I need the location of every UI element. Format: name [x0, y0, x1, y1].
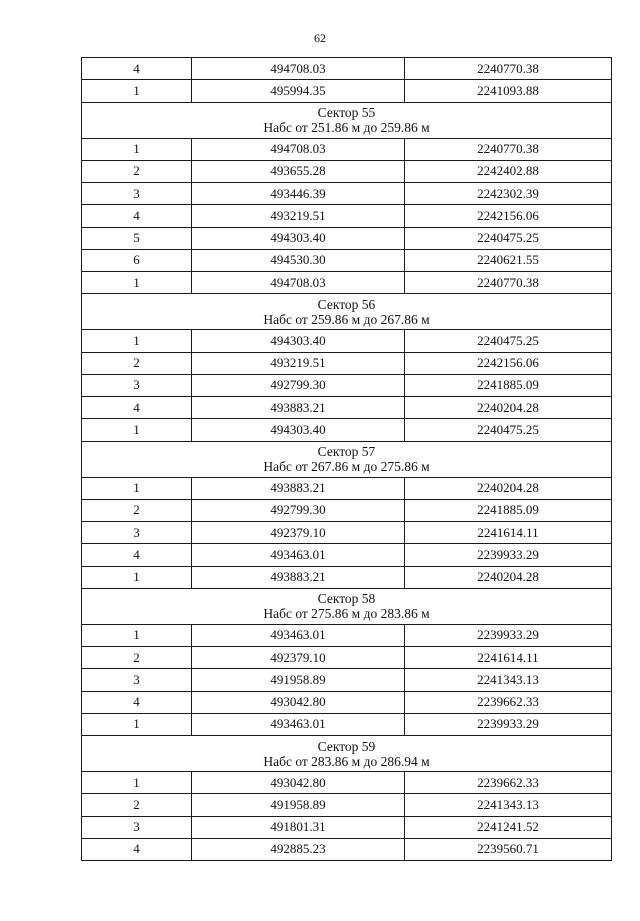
point-number-cell: 4: [82, 838, 192, 860]
sector-header-cell: [82, 102, 612, 138]
x-coordinate-cell: 494303.40: [192, 419, 405, 441]
point-number-cell: 4: [82, 691, 192, 713]
y-coordinate-cell: 2241093.88: [405, 80, 612, 102]
x-coordinate-cell: 494708.03: [192, 58, 405, 80]
table-row: [82, 227, 612, 249]
table-row: [82, 499, 612, 521]
table-row: [82, 419, 612, 441]
y-coordinate-cell: 2240475.25: [405, 330, 612, 352]
sector-height-range: Набс от 259.86 м до 267.86 м: [263, 311, 430, 327]
point-number-cell: 4: [82, 544, 192, 566]
sector-title: Сектор 55: [317, 105, 376, 120]
y-coordinate-cell: 2240204.28: [405, 397, 612, 419]
table-row: [82, 794, 612, 816]
y-coordinate-cell: 2241885.09: [405, 499, 612, 521]
sector-header-cell: [82, 736, 612, 772]
y-coordinate-cell: 2240770.38: [405, 58, 612, 80]
y-coordinate-cell: 2241343.13: [405, 794, 612, 816]
sector-height-range: Набс от 275.86 м до 283.86 м: [263, 606, 430, 622]
y-coordinate-cell: 2241343.13: [405, 669, 612, 691]
point-number-cell: 1: [82, 330, 192, 352]
point-number-cell: 1: [82, 419, 192, 441]
sector-height-range: Набс от 283.86 м до 286.94 м: [263, 753, 430, 769]
point-number-cell: 3: [82, 374, 192, 396]
x-coordinate-cell: 493219.51: [192, 352, 405, 374]
x-coordinate-cell: 494530.30: [192, 249, 405, 271]
x-coordinate-cell: 492379.10: [192, 522, 405, 544]
sector-header-row: [82, 441, 612, 477]
point-number-cell: 3: [82, 669, 192, 691]
table-row: [82, 624, 612, 646]
point-number-cell: 4: [82, 397, 192, 419]
point-number-cell: 6: [82, 249, 192, 271]
point-number-cell: 2: [82, 160, 192, 182]
x-coordinate-cell: 493883.21: [192, 566, 405, 588]
page-number: 62: [314, 31, 326, 45]
table-row: [82, 713, 612, 735]
sector-header-row: [82, 736, 612, 772]
coordinates-table-body: [82, 58, 612, 861]
y-coordinate-cell: 2242402.88: [405, 160, 612, 182]
sector-title: Сектор 58: [317, 591, 376, 607]
sector-header-row: [82, 588, 612, 624]
y-coordinate-cell: 2240770.38: [405, 272, 612, 294]
point-number-cell: 4: [82, 58, 192, 80]
y-coordinate-cell: 2239662.33: [405, 691, 612, 713]
table-row: [82, 160, 612, 182]
y-coordinate-cell: 2241241.52: [405, 816, 612, 838]
point-number-cell: 3: [82, 522, 192, 544]
point-number-cell: 3: [82, 183, 192, 205]
x-coordinate-cell: 493042.80: [192, 691, 405, 713]
table-row: [82, 669, 612, 691]
x-coordinate-cell: 493655.28: [192, 160, 405, 182]
x-coordinate-cell: 492379.10: [192, 647, 405, 669]
table-row: [82, 205, 612, 227]
x-coordinate-cell: 493463.01: [192, 544, 405, 566]
table-row: [82, 80, 612, 102]
x-coordinate-cell: 494708.03: [192, 138, 405, 160]
point-number-cell: 1: [82, 477, 192, 499]
table-row: [82, 330, 612, 352]
x-coordinate-cell: 492799.30: [192, 374, 405, 396]
point-number-cell: 2: [82, 794, 192, 816]
x-coordinate-cell: 495994.35: [192, 80, 405, 102]
table-row: [82, 58, 612, 80]
x-coordinate-cell: 493883.21: [192, 397, 405, 419]
sector-title: Сектор 59: [317, 738, 376, 754]
sector-header-cell: [82, 294, 612, 330]
table-row: [82, 249, 612, 271]
x-coordinate-cell: 491801.31: [192, 816, 405, 838]
x-coordinate-cell: 493883.21: [192, 477, 405, 499]
y-coordinate-cell: 2239560.71: [405, 838, 612, 860]
point-number-cell: 1: [82, 272, 192, 294]
x-coordinate-cell: 491958.89: [192, 794, 405, 816]
y-coordinate-cell: 2240475.25: [405, 227, 612, 249]
table-row: [82, 772, 612, 794]
point-number-cell: 1: [82, 566, 192, 588]
point-number-cell: 1: [82, 138, 192, 160]
y-coordinate-cell: 2239933.29: [405, 624, 612, 646]
point-number-cell: 1: [82, 713, 192, 735]
sector-height-range: Набс от 251.86 м до 259.86 м: [263, 120, 430, 135]
table-row: [82, 566, 612, 588]
x-coordinate-cell: 493463.01: [192, 713, 405, 735]
y-coordinate-cell: 2239933.29: [405, 713, 612, 735]
sector-header-cell: [82, 441, 612, 477]
y-coordinate-cell: 2240204.28: [405, 566, 612, 588]
y-coordinate-cell: 2242302.39: [405, 183, 612, 205]
table-row: [82, 352, 612, 374]
y-coordinate-cell: 2240475.25: [405, 419, 612, 441]
point-number-cell: 5: [82, 227, 192, 249]
y-coordinate-cell: 2241614.11: [405, 522, 612, 544]
y-coordinate-cell: 2241885.09: [405, 374, 612, 396]
sector-title: Сектор 56: [317, 296, 376, 312]
table-row: [82, 647, 612, 669]
x-coordinate-cell: 494303.40: [192, 227, 405, 249]
point-number-cell: 4: [82, 205, 192, 227]
point-number-cell: 1: [82, 624, 192, 646]
y-coordinate-cell: 2240204.28: [405, 477, 612, 499]
y-coordinate-cell: 2239933.29: [405, 544, 612, 566]
sector-header-cell: [82, 588, 612, 624]
point-number-cell: 2: [82, 499, 192, 521]
y-coordinate-cell: 2241614.11: [405, 647, 612, 669]
point-number-cell: 1: [82, 80, 192, 102]
point-number-cell: 2: [82, 352, 192, 374]
x-coordinate-cell: 494303.40: [192, 330, 405, 352]
table-row: [82, 183, 612, 205]
sector-height-range: Набс от 267.86 м до 275.86 м: [263, 459, 430, 474]
table-row: [82, 477, 612, 499]
table-row: [82, 838, 612, 860]
sector-title: Сектор 57: [317, 444, 376, 459]
x-coordinate-cell: 493446.39: [192, 183, 405, 205]
table-row: [82, 816, 612, 838]
y-coordinate-cell: 2239662.33: [405, 772, 612, 794]
table-row: [82, 374, 612, 396]
x-coordinate-cell: 493219.51: [192, 205, 405, 227]
point-number-cell: 1: [82, 772, 192, 794]
coordinates-table: [81, 57, 612, 861]
x-coordinate-cell: 492885.23: [192, 838, 405, 860]
y-coordinate-cell: 2242156.06: [405, 352, 612, 374]
x-coordinate-cell: 493042.80: [192, 772, 405, 794]
x-coordinate-cell: 491958.89: [192, 669, 405, 691]
point-number-cell: 3: [82, 816, 192, 838]
sector-header-row: [82, 102, 612, 138]
x-coordinate-cell: 492799.30: [192, 499, 405, 521]
x-coordinate-cell: 494708.03: [192, 272, 405, 294]
table-row: [82, 691, 612, 713]
table-row: [82, 272, 612, 294]
table-row: [82, 544, 612, 566]
table-row: [82, 522, 612, 544]
table-row: [82, 397, 612, 419]
sector-header-row: [82, 294, 612, 330]
x-coordinate-cell: 493463.01: [192, 624, 405, 646]
point-number-cell: 2: [82, 647, 192, 669]
y-coordinate-cell: 2240770.38: [405, 138, 612, 160]
y-coordinate-cell: 2240621.55: [405, 249, 612, 271]
table-row: [82, 138, 612, 160]
y-coordinate-cell: 2242156.06: [405, 205, 612, 227]
